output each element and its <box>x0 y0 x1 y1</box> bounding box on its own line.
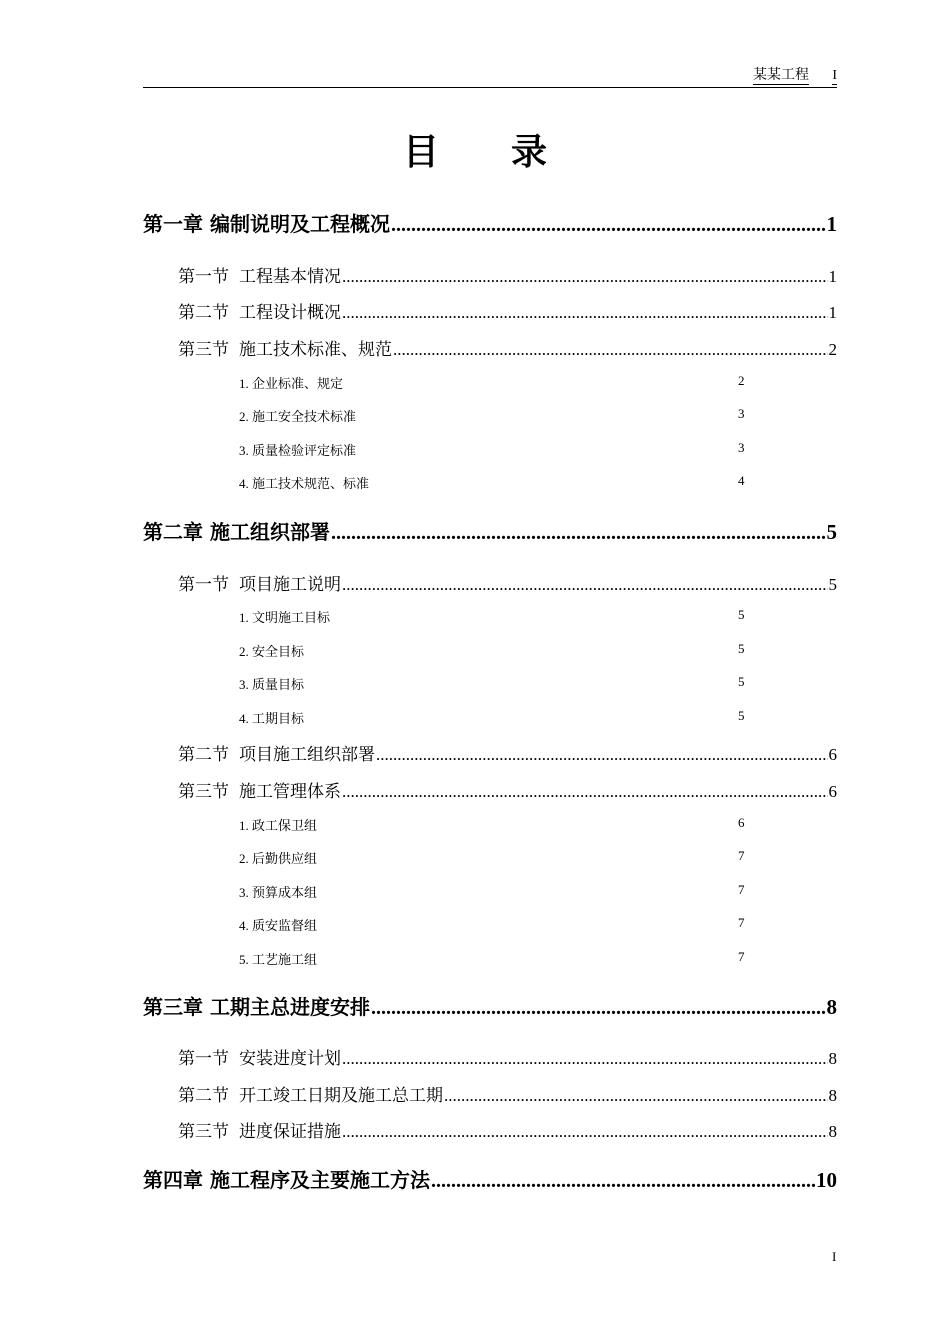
toc-item-page: 7 <box>738 915 745 930</box>
section-label: 项目施工说明 <box>239 575 341 594</box>
section-number: 第一节 <box>178 575 229 594</box>
footer-page-number: I <box>832 1249 837 1264</box>
section-page: 8 <box>828 1086 837 1105</box>
toc-section-2-2[interactable] <box>178 740 837 765</box>
toc-item-page: 7 <box>738 949 745 964</box>
toc-chapter-1[interactable] <box>143 208 837 237</box>
toc-section-2-3[interactable] <box>178 777 837 802</box>
section-number: 第二节 <box>178 745 229 764</box>
toc-item[interactable]: 3. 质量检验评定标准 <box>239 443 357 458</box>
section-page: 2 <box>828 340 837 359</box>
toc-section-1-2[interactable] <box>178 298 837 323</box>
section-page: 1 <box>828 303 837 322</box>
toc-section-3-2[interactable] <box>178 1081 837 1106</box>
toc-section-3-1[interactable] <box>178 1044 837 1069</box>
toc-item-page: 3 <box>738 406 745 421</box>
section-page: 1 <box>828 267 837 286</box>
section-number: 第二节 <box>178 1086 229 1105</box>
toc-section-1-3[interactable] <box>178 335 837 360</box>
toc-section-3-3[interactable] <box>178 1117 837 1142</box>
section-label: 安装进度计划 <box>239 1049 341 1068</box>
section-label: 施工管理体系 <box>239 782 341 801</box>
toc-item-page: 2 <box>738 373 745 388</box>
toc-item[interactable]: 4. 工期目标 <box>239 711 305 726</box>
dot-leader <box>342 782 828 802</box>
toc-item-page: 7 <box>738 848 745 863</box>
section-page: 5 <box>828 575 837 594</box>
toc-item[interactable]: 3. 预算成本组 <box>239 885 318 900</box>
section-label: 工程设计概况 <box>239 303 341 322</box>
dot-leader <box>342 1049 828 1069</box>
toc-chapter-3[interactable] <box>143 991 837 1020</box>
section-page: 6 <box>828 745 837 764</box>
toc-item-page: 5 <box>738 607 745 622</box>
toc-item-page: 6 <box>738 815 745 830</box>
section-page: 8 <box>828 1049 837 1068</box>
toc-item-page: 5 <box>738 708 745 723</box>
toc-item-page: 7 <box>738 882 745 897</box>
toc-section-1-1[interactable] <box>178 262 837 287</box>
chapter-page: 8 <box>826 995 837 1019</box>
toc-item[interactable]: 2. 后勤供应组 <box>239 851 318 866</box>
section-number: 第一节 <box>178 1049 229 1068</box>
chapter-page: 5 <box>826 520 837 544</box>
chapter-label: 第二章 施工组织部署 <box>143 520 330 544</box>
dot-leader <box>342 267 828 287</box>
section-page: 6 <box>828 782 837 801</box>
toc-item[interactable]: 2. 施工安全技术标准 <box>239 409 357 424</box>
dot-leader <box>444 1086 828 1106</box>
section-page: 8 <box>828 1122 837 1141</box>
toc-item-page: 5 <box>738 674 745 689</box>
chapter-page: 10 <box>816 1168 837 1192</box>
dot-leader <box>342 575 828 595</box>
toc-item[interactable]: 4. 质安监督组 <box>239 918 318 933</box>
section-label: 项目施工组织部署 <box>239 745 375 764</box>
section-number: 第三节 <box>178 1122 229 1141</box>
dot-leader <box>391 214 826 237</box>
chapter-label: 第一章 编制说明及工程概况 <box>143 212 390 236</box>
section-number: 第三节 <box>178 782 229 801</box>
toc-item[interactable]: 1. 文明施工目标 <box>239 610 331 625</box>
section-number: 第一节 <box>178 267 229 286</box>
toc-chapter-4[interactable] <box>143 1164 837 1193</box>
header-title: 某某工程 <box>753 68 809 83</box>
chapter-page: 1 <box>826 212 837 236</box>
dot-leader <box>371 997 826 1020</box>
toc-item[interactable]: 5. 工艺施工组 <box>239 952 318 967</box>
section-label: 进度保证措施 <box>239 1122 341 1141</box>
chapter-label: 第四章 施工程序及主要施工方法 <box>143 1168 430 1192</box>
toc-item[interactable]: 4. 施工技术规范、标准 <box>239 476 370 491</box>
chapter-label: 第三章 工期主总进度安排 <box>143 995 370 1019</box>
page-title: 目录 <box>402 132 619 173</box>
toc-item[interactable]: 1. 政工保卫组 <box>239 818 318 833</box>
dot-leader <box>342 1122 828 1142</box>
toc-chapter-2[interactable] <box>143 516 837 545</box>
dot-leader <box>431 1170 815 1193</box>
header-page-number: I <box>832 68 837 83</box>
section-label: 开工竣工日期及施工总工期 <box>239 1086 443 1105</box>
toc-item-page: 3 <box>738 440 745 455</box>
toc-section-2-1[interactable] <box>178 570 837 595</box>
dot-leader <box>331 522 826 545</box>
section-number: 第二节 <box>178 303 229 322</box>
dot-leader <box>393 340 828 360</box>
toc-item-page: 5 <box>738 641 745 656</box>
dot-leader <box>342 303 828 323</box>
section-label: 施工技术标准、规范 <box>239 340 392 359</box>
toc-item-page: 4 <box>738 473 745 488</box>
toc-item[interactable]: 1. 企业标准、规定 <box>239 376 344 391</box>
toc-item[interactable]: 2. 安全目标 <box>239 644 305 659</box>
toc-item[interactable]: 3. 质量目标 <box>239 677 305 692</box>
section-number: 第三节 <box>178 340 229 359</box>
dot-leader <box>376 745 828 765</box>
section-label: 工程基本情况 <box>239 267 341 286</box>
